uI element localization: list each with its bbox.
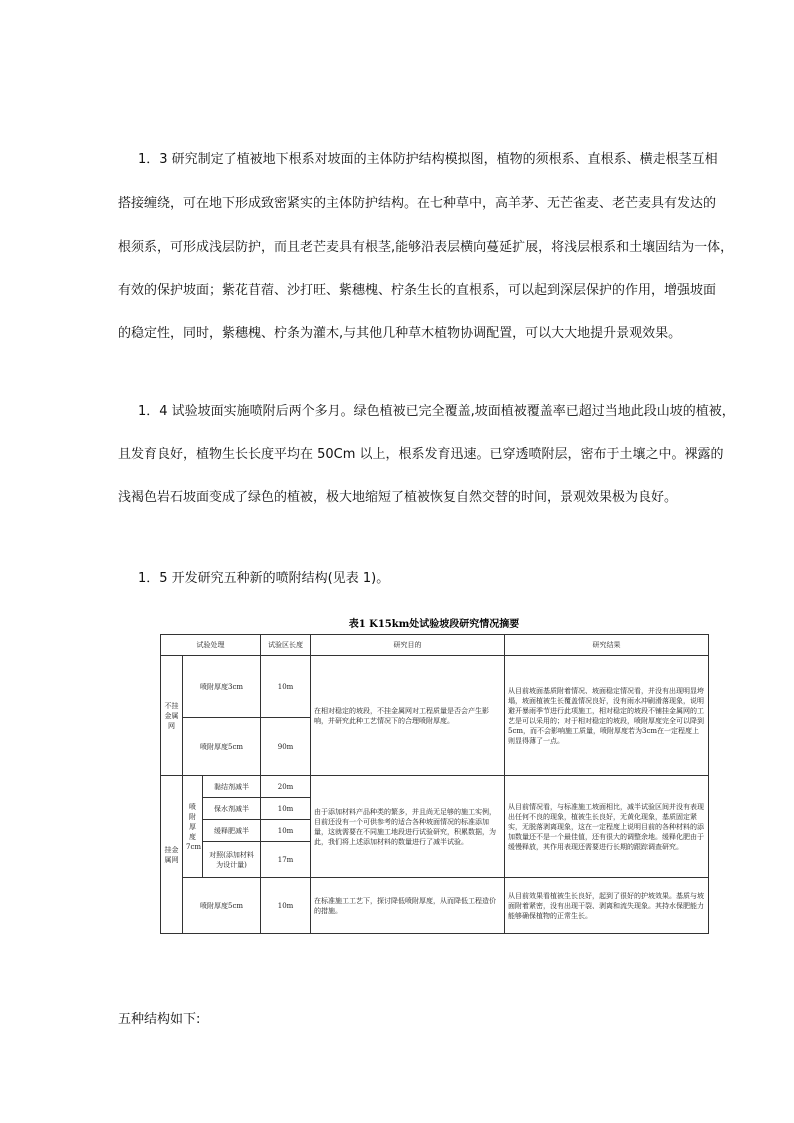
text-line: 1．4 试验坡面实施喷附后两个多月。绿色植被已完全覆盖,坡面植被覆盖率已超过当地此段山坡的植被， (138, 404, 735, 419)
header-length: 试验区长度 (261, 635, 311, 656)
section-heading-1-5: 1．5 开发研究五种新的喷附结构(见表 1)。 (138, 571, 390, 586)
table-row (161, 776, 709, 798)
purpose-cell: 在相对稳定的坡段，不挂金属网对工程质量是否会产生影响，并研究此种工艺情况下的合理喷附厚度。 (311, 656, 505, 776)
treatment-cell: 喷附厚度5cm (183, 878, 261, 934)
header-treatment: 试验处理 (161, 635, 261, 656)
purpose-cell: 由于添加材料产品种类的繁多，并且尚无足够的施工实例，目前还没有一个可供参考的适合各种坡面情况的标准添加量，这就需要在不同施工地段进行试验研究，积累数据，为此，我们将上述添加材料的数量进行了减半试验。 (311, 776, 505, 878)
purpose-cell: 在标准施工工艺下，探讨降低喷附厚度，从而降低工程造价的措施。 (311, 878, 505, 934)
length-cell: 10m (261, 878, 311, 934)
treatment-cell: 喷附厚度5cm (183, 718, 261, 776)
treatment-cell: 缓释肥减半 (203, 820, 261, 842)
length-cell: 10m (261, 656, 311, 718)
table-header-row (161, 635, 709, 656)
text-line: 的稳定性，同时，紫穗槐、柠条为灌木,与其他几种草木植物协调配置，可以大大地提升景观效果。 (118, 326, 682, 341)
treatment-cell: 对照(添加材料为设计量) (203, 842, 261, 878)
text-line: 有效的保护坡面；紫花苜蓿、沙打旺、紫穗槐、柠条生长的直根系，可以起到深层保护的作用，增强坡面 (118, 283, 717, 298)
result-cell: 从目前坡面基质附着情况、坡面稳定情况看，并没有出现明显垮塌，坡面植被生长覆盖情况良好，没有雨水冲刷滑落现象，说明避开暴雨季节进行此项施工，相对稳定的坡段不铺挂金属网的工艺是可以采用的；对于相对稳定的坡段，喷附厚度完全可以降到5cm，而不会影响施工质量，喷附厚度若为3cm在一定程度上则显得薄了一点。 (505, 656, 709, 776)
text-line: 搭接缠绕，可在地下形成致密紧实的主体防护结构。在七种草中，高羊茅、无芒雀麦、老芒麦具有发达的 (118, 196, 717, 211)
header-result: 研究结果 (505, 635, 709, 656)
paragraph-1-3 (118, 148, 734, 348)
structures-intro: 五种结构如下: (118, 1012, 201, 1027)
length-cell: 17m (261, 842, 311, 878)
text-line: 且发育良好，植物生长长度平均在 50Cm 以上，根系发育迅速。已穿透喷附层，密布于土壤之中。裸露的 (118, 447, 724, 462)
length-cell: 20m (261, 776, 311, 798)
treatment-cell: 保水剂减半 (203, 798, 261, 820)
group-sub-label-thickness: 喷附厚度7cm (183, 776, 203, 878)
text-line: 根须系，可形成浅层防护，而且老芒麦具有根茎,能够沿表层横向蔓延扩展，将浅层根系和土壤固结为一体， (118, 240, 734, 255)
group-label-no-mesh: 不挂金属网 (161, 656, 183, 776)
table-caption: 表1 K15km处试验坡段研究情况摘要 (348, 619, 520, 630)
research-summary-table (160, 634, 709, 934)
header-purpose: 研究目的 (311, 635, 505, 656)
text-line: 1．3 研究制定了植被地下根系对坡面的主体防护结构模拟图，植物的须根系、直根系、横走根茎互相 (138, 152, 718, 167)
table-row (161, 878, 709, 934)
length-cell: 90m (261, 718, 311, 776)
length-cell: 10m (261, 798, 311, 820)
text-line: 浅褐色岩石坡面变成了绿色的植被，极大地缩短了植被恢复自然交替的时间，景观效果极为良好。 (118, 490, 678, 505)
treatment-cell: 喷附厚度3cm (183, 656, 261, 718)
treatment-cell: 黏结剂减半 (203, 776, 261, 798)
paragraph-1-4 (118, 400, 735, 520)
table-row (161, 656, 709, 718)
result-cell: 从目前效果看植被生长良好，起到了很好的护坡效果。基质与坡面附着紧密，没有出现干裂、剥离和流失现象。其持水保肥能力能够确保植物的正常生长。 (505, 878, 709, 934)
result-cell: 从目前情况看，与标准施工坡面相比，减半试验区间并没有表现出任何不良的现象，植被生长良好，无黄化现象，基质固定紧实，无脱落剥离现象，这在一定程度上说明目前的各种材料的添加数量还不是一个最佳值，还有很大的调整余地。缓释化肥由于缓慢释放，其作用表现还需要进行长期的跟踪调查研究。 (505, 776, 709, 878)
length-cell: 10m (261, 820, 311, 842)
group-label-mesh: 挂金属网 (161, 776, 183, 934)
table-1 (160, 616, 708, 934)
